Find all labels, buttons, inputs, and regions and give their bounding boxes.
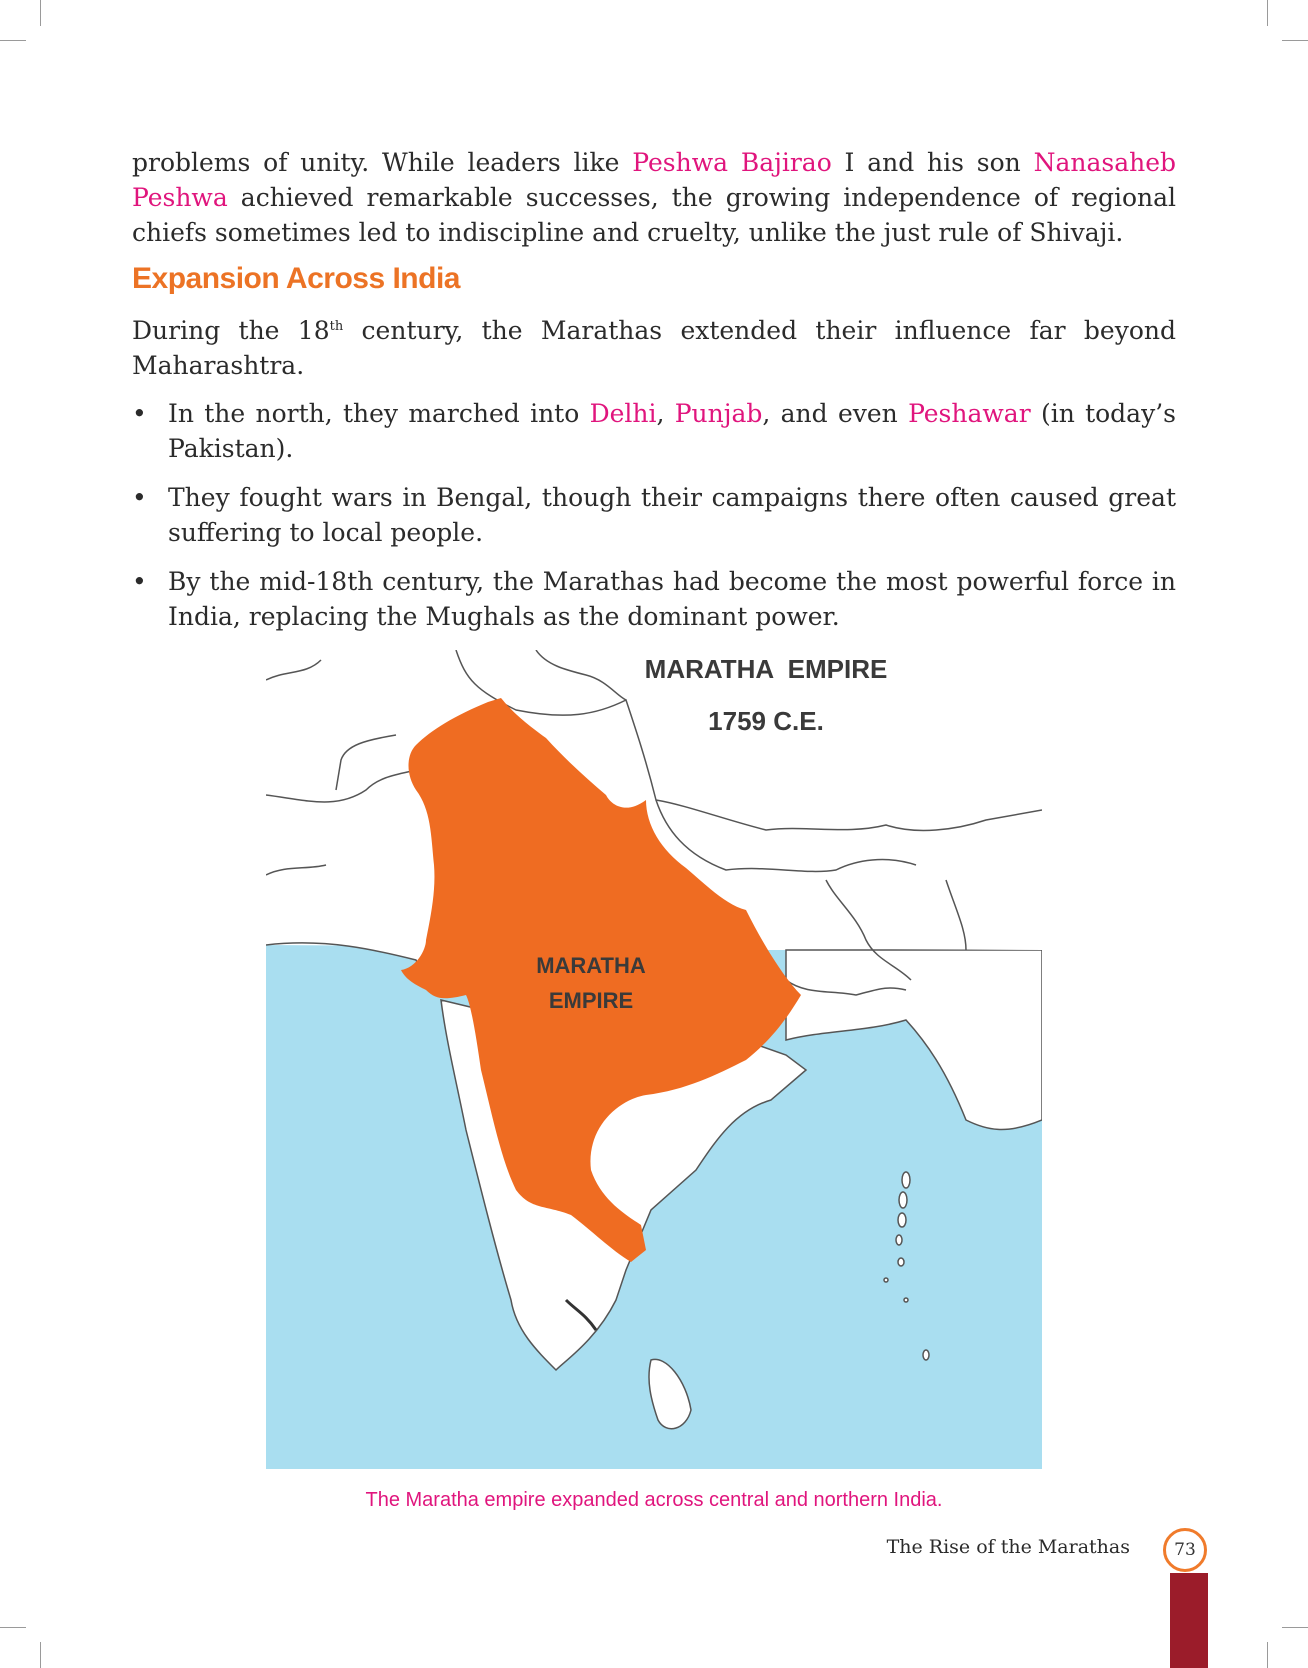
page-ribbon [1170, 1573, 1208, 1668]
bullet-item [132, 396, 1176, 466]
bullet-dot: • [132, 483, 147, 512]
link-peshwa-bajirao[interactable]: Peshwa Bajirao [632, 148, 832, 177]
intro-text: achieved remarkable successes, the growing independence of regional chiefs sometimes led to indiscipline and cruelty, unlike the just rule of Shivaji. [132, 183, 1176, 247]
bullet-text: By the mid-18th century, the Marathas had become the most powerful force in India, replacing the Mughals as the dominant power. [168, 567, 1176, 631]
crop-mark [1282, 40, 1308, 41]
expansion-paragraph [132, 313, 1176, 383]
bullet-text: They fought wars in Bengal, though their campaigns there often caused great suffering to local people. [168, 483, 1176, 547]
intro-text: I and his son [831, 148, 1034, 177]
link-nanasaheb-peshwa[interactable]: Nanasaheb Peshwa [132, 148, 1177, 212]
intro-text: problems of unity. While leaders like [132, 148, 633, 177]
map-title-line1: MARATHA EMPIRE [644, 654, 888, 684]
map-title-line2: 1759 C.E. [708, 706, 824, 736]
crop-mark [0, 1627, 26, 1628]
link-punjab[interactable]: Punjab [674, 399, 763, 428]
crop-mark [1267, 0, 1268, 26]
crop-mark [1267, 1642, 1268, 1668]
crop-mark [40, 1642, 41, 1668]
crop-mark [0, 40, 26, 41]
bullet-item [132, 480, 1176, 550]
bullet-text: , and even [762, 399, 909, 428]
crop-mark [40, 0, 41, 26]
expansion-text: During the 18 [132, 316, 330, 345]
region-label-line1: MARATHA [536, 953, 646, 978]
intro-paragraph [132, 145, 1176, 250]
bullet-text: (in today’s Pakistan). [168, 399, 1176, 463]
bullet-dot: • [132, 567, 147, 596]
map-caption: The Maratha empire expanded across central and northern India. [365, 1489, 943, 1511]
section-heading: Expansion Across India [132, 262, 460, 295]
chapter-title: The Rise of the Marathas [886, 1536, 1130, 1558]
link-peshawar[interactable]: Peshawar [908, 399, 1031, 428]
page-number: 73 [1163, 1528, 1207, 1572]
bullet-item [132, 564, 1176, 634]
bullet-dot: • [132, 399, 147, 428]
crop-mark [1282, 1627, 1308, 1628]
bullet-text: In the north, they marched into [168, 399, 590, 428]
bullet-text: , [656, 399, 675, 428]
superscript: th [329, 319, 344, 334]
region-label-line2: EMPIRE [548, 988, 634, 1013]
expansion-text: century, the Marathas extended their influence far beyond Maharashtra. [132, 316, 1177, 380]
maratha-empire-map [266, 650, 1042, 1469]
link-delhi[interactable]: Delhi [589, 399, 657, 428]
